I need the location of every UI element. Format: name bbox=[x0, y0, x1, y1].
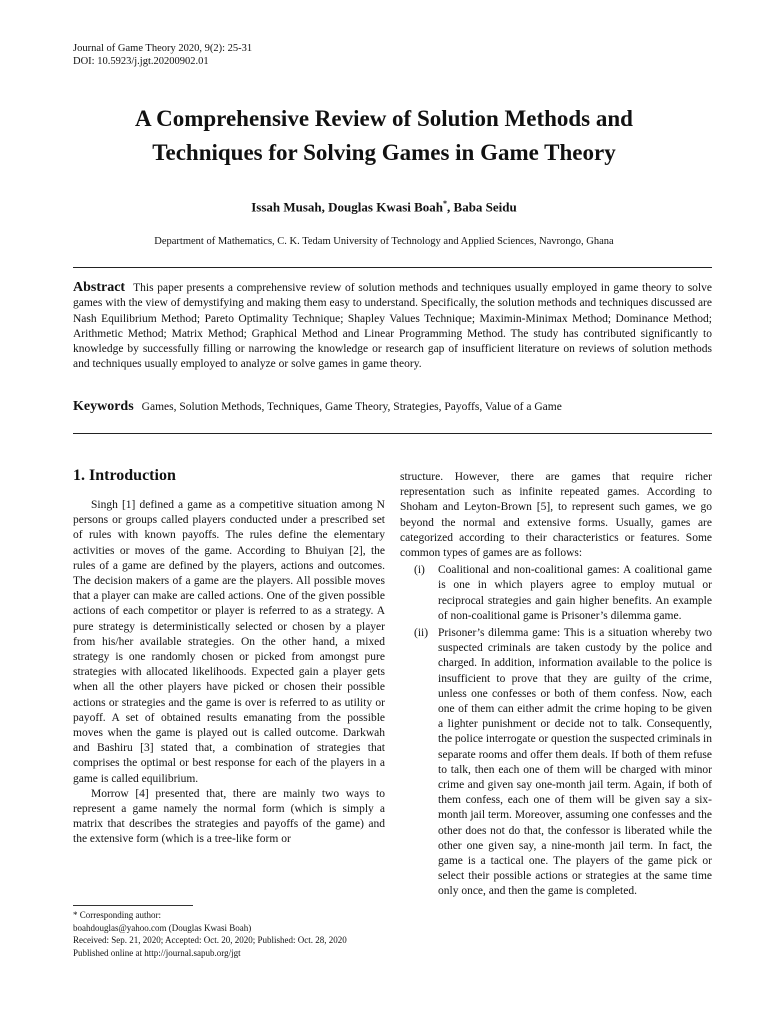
divider-top bbox=[73, 267, 712, 268]
left-column bbox=[73, 466, 385, 848]
list-number: (ii) bbox=[414, 627, 429, 640]
list-text: Coalitional and non-coalitional games: A coalitional game is one in which players agree to employ mutual or reciprocal strategies and gain higher benefits. An example of non-coalitional game is Prisoner’s dilemma game. bbox=[438, 564, 712, 622]
intro-paragraph-3: structure. However, there are games that require richer representation such as infinite repeated games. According to Shoham and Leyton-Brown [5], to represent such games, we go beyond the normal and extensive forms. Usually, games are categorized according to their characteristics or features. Some common types of games are as follows: bbox=[400, 471, 712, 560]
title-line-1: A Comprehensive Review of Solution Methods and bbox=[135, 106, 633, 131]
affiliation: Department of Mathematics, C. K. Tedam University of Technology and Applied Sciences, Navrongo, Ghana bbox=[154, 236, 614, 247]
footnote-email: boahdouglas@yahoo.com (Douglas Kwasi Boah) bbox=[73, 922, 252, 933]
right-column bbox=[400, 470, 712, 900]
list-item bbox=[400, 626, 712, 900]
journal-header bbox=[73, 42, 252, 68]
authors-part-1: Issah Musah, Douglas Kwasi Boah bbox=[251, 199, 444, 215]
corresponding-mark: * bbox=[443, 199, 448, 208]
list-number: (i) bbox=[414, 564, 425, 577]
intro-paragraph-2: Morrow [4] presented that, there are mainly two ways to represent a game namely the normal form (which is simply a matrix that describes the strategies and payoffs of the game) and the extensive form (which is a tree-like form or bbox=[73, 787, 385, 846]
intro-paragraph-1: Singh [1] defined a game as a competitive situation among N persons or groups called players conducted under a prescribed set of rules with known payoffs. The rules define the elementary activities or moves of the game. According to Bhuiyan [2], the rules of a game are defined by the players, actions and outcomes. The decision makers of a game are the players. All possible moves that a player can make are called actions. One of the given possible actions of each competitor or player is referred to as a strategy. A pure strategy is deterministically selected or chosen by a player from his/her available strategies. On the other hand, a mixed strategy is one randomly chosen or picked from amongst pure strategies with allocated likelihoods. Expected gain a player gets when all the other players have picked or chosen their possible actions or strategies and the game is over is referred to as utility or payoff. A set of obtained results emanating from the possible moves when the game is played out is called outcome. Darkwah and Bashiru [3] stated that, a combination of strategies that comprises the optimal or best response for each of the players in a game is called equilibrium. bbox=[73, 499, 385, 785]
abstract-label: Abstract bbox=[73, 280, 126, 295]
divider-bottom bbox=[73, 433, 712, 434]
keywords-text: Games, Solution Methods, Techniques, Game Theory, Strategies, Payoffs, Value of a Game bbox=[141, 401, 562, 413]
paper-title bbox=[60, 102, 708, 170]
footnotes bbox=[73, 909, 385, 959]
list-item bbox=[400, 563, 712, 624]
abstract-section bbox=[73, 280, 712, 373]
author-list bbox=[60, 199, 708, 215]
footnote-online: Published online at http://journal.sapub.org/jgt bbox=[73, 947, 241, 958]
keywords-label: Keywords bbox=[73, 399, 134, 414]
journal-citation: Journal of Game Theory 2020, 9(2): 25-31 bbox=[73, 43, 253, 54]
footnote-dates: Received: Sep. 21, 2020; Accepted: Oct. 20, 2020; Published: Oct. 28, 2020 bbox=[73, 935, 347, 945]
authors-part-2: , Baba Seidu bbox=[447, 199, 517, 215]
doi: DOI: 10.5923/j.jgt.20200902.01 bbox=[73, 56, 209, 67]
abstract-text: This paper presents a comprehensive review of solution methods and techniques usually employed in game theory to solve games with the view of demystifying and making them easy to understand. Specifically, the solution methods and techniques discussed are Nash Equilibrium Method; Pareto Optimality Technique; Shapley Values Technique; Maximin-Minimax Method; Dominance Method; Arithmetic Method; Matrix Method; Graphical Method and Linear Programming Method. The study has contributed significantly to knowledge by successfully filling or narrowing the knowledge or research gap of insufficient literature on reviews of solution methods and techniques usually employed to analyze or solve games in game theory. bbox=[73, 282, 712, 371]
list-text: Prisoner’s dilemma game: This is a situation whereby two suspected criminals are taken custody by the police and charged. In addition, information available to the police is insufficient to prove that they are guilty of the crime, unless one confesses or both of them confess. Now, each one of them can either admit the crime hoping to be given a lighter punishment or decide not to talk. Consequently, the police interrogate or question the suspected criminals in separate rooms and offer them deals. If both of them refuse to talk, then each one of them will be charged with minor crime and given say one-month jail term. Again, if both of them confess, each one of them will be given say a six-month jail term. Moreover, assuming one confesses and the other does not do that, the confessor is liberated while the other one given say, a nine-month jail term. In fact, the game is a tactical one. The players of the game pick or select their possible actions or strategies at the same time only once, and then the game is completed. bbox=[438, 627, 713, 898]
section-heading: 1. Introduction bbox=[73, 467, 176, 484]
footnote-corresponding: * Corresponding author: bbox=[73, 910, 161, 920]
footnote-divider bbox=[73, 905, 193, 906]
title-line-2: Techniques for Solving Games in Game Theory bbox=[152, 140, 616, 165]
keywords-section bbox=[73, 399, 712, 415]
